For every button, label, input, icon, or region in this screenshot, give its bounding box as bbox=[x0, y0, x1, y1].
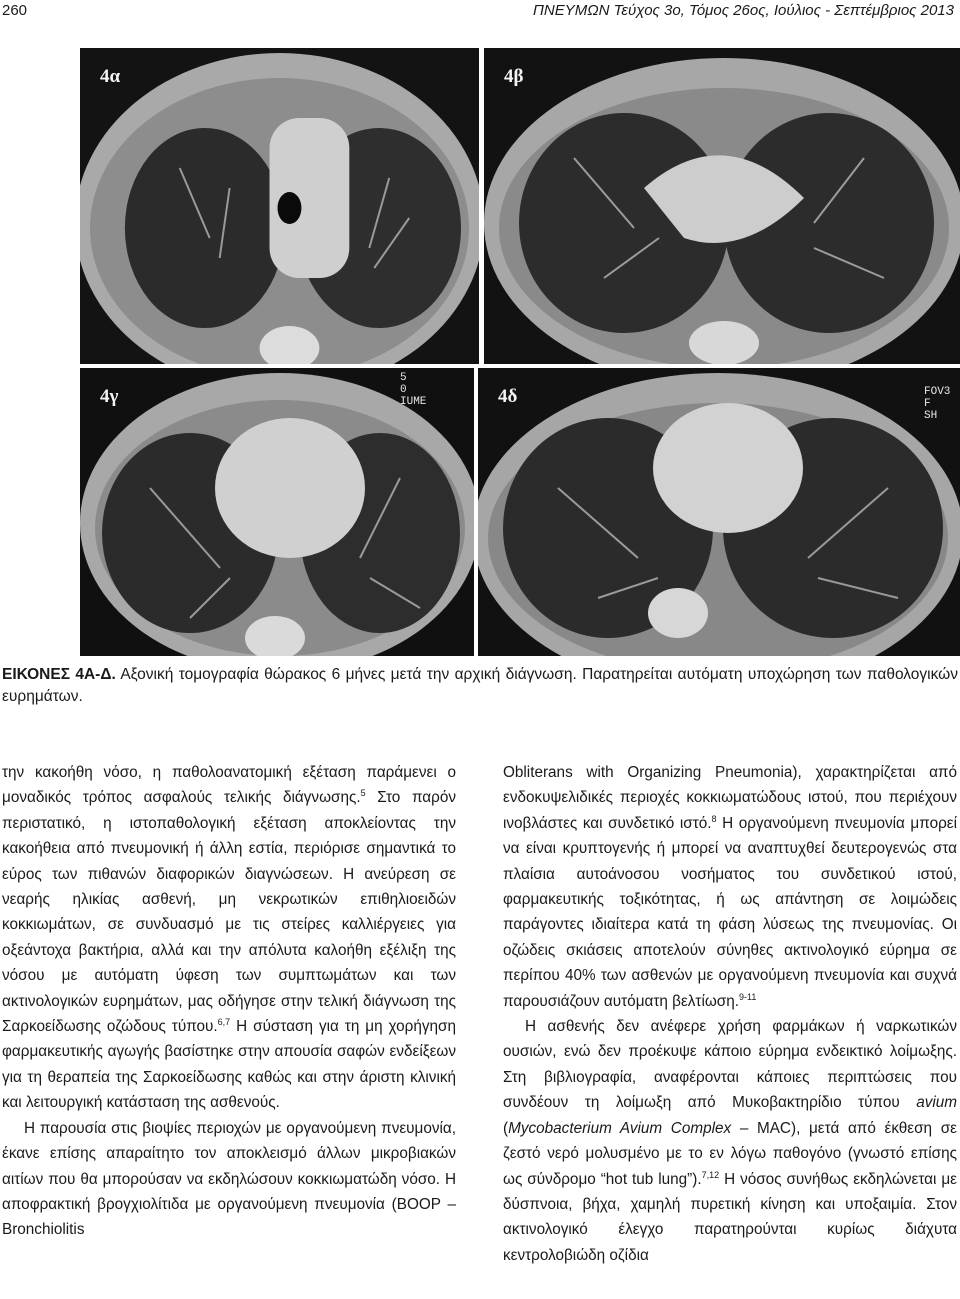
figure-caption bbox=[2, 664, 958, 708]
ct-figure-grid bbox=[80, 48, 960, 656]
caption-label: ΕΙΚΟΝΕΣ 4Α-Δ. bbox=[2, 666, 116, 683]
reference-superscript: 5 bbox=[360, 788, 366, 799]
text-run: Obliterans with Organizing Pneumonia), χαρακτηρίζεται από ενδοκυψελιδικές περιοχές κοκκιωματώδους ιστού, που περιέχουν ινοβλάστες και συνδετικό ιστό. bbox=[503, 764, 957, 832]
text-run: ( bbox=[503, 1119, 509, 1137]
reference-superscript: 6,7 bbox=[217, 1017, 231, 1028]
italic-text: Mycobacterium Avium Complex bbox=[508, 1119, 732, 1137]
panel-label-4a: 4α bbox=[100, 66, 121, 87]
reference-superscript: 8 bbox=[711, 813, 717, 824]
paragraph bbox=[2, 760, 456, 1116]
scan-overlay-text: 5 0 IUME bbox=[400, 372, 427, 408]
text-run: Στο παρόν περιστατικό, η ιστοπαθολογική εξέταση αποκλείοντας την κακοήθεια από πνευμονική ή άλλη εστία, περιόρισε σημαντικά το εύρος των πιθανών διαφορικών διαγνώσεων. Η ανεύρεση σε νεαρής ηλικίας ασθενή, μη νεκρωτικών επιθηλιοειδών κοκκιωμάτων, σε συνδυασμό με τις στείρες καλλιέργειες για οξεάντοχα βακτήρια, αλλά και την απόλυτα καλοήθη εξέλιξη της νόσου με αυτόματη ύφεση των συμπτωμάτων και των ακτινολογικών ευρημάτων, μας οδήγησε στην τελική διάγνωση της Σαρκοείδωσης οζώδους τύπου. bbox=[2, 789, 456, 1036]
running-head: ΠΝΕΥΜΩΝ Τεύχος 3ο, Τόμος 26ος, Ιούλιος - Σεπτέμβριος 2013 bbox=[533, 2, 954, 19]
reference-superscript: 7,12 bbox=[701, 1169, 720, 1180]
ct-scan-image bbox=[80, 368, 474, 656]
text-run: Η οργανούμενη πνευμονία μπορεί να είναι κρυπτογενής ή μπορεί να αναπτυχθεί δευτερογενώς στα πλαίσια αυτοάνοσου νοσήματος του συνδετικού ιστού, φαρμακευτικής τοξικότητας, ή ως απάντηση σε λοιμώδεις παράγοντες ιδιαίτερα κατά τη φάση λύσεως της πνευμονίας. Οι οζώδεις σκιάσεις αποτελούν σύνηθες ακτινολογικό εύρημα σε περίπου 40% των ασθενών με οργανούμενη πνευμονία και συχνά παρουσιάζουν αυτόματη βελτίωση. bbox=[503, 814, 957, 1010]
text-run: Η νόσος συνήθως εκδηλώνεται με δύσπνοια, βήχα, χαμηλή πυρετική κίνηση και υποξαιμία. Στον ακτινολογικό έλεγχο παρατηρούνται κυρίως διάχυτα κεντρολοβιώδη οζίδια bbox=[503, 1170, 957, 1264]
ct-scan-image bbox=[80, 48, 479, 364]
left-column bbox=[2, 760, 456, 1243]
italic-text: avium bbox=[916, 1094, 957, 1112]
paragraph bbox=[503, 760, 957, 1014]
ct-panel-4d bbox=[478, 368, 960, 656]
ct-panel-4c bbox=[80, 368, 474, 656]
paragraph bbox=[503, 1014, 957, 1268]
panel-label-4c: 4γ bbox=[100, 386, 119, 407]
caption-text: Αξονική τομογραφία θώρακος 6 μήνες μετά την αρχική διάγνωση. Παρατηρείται αυτόματη υποχώρηση των παθολογικών ευρημάτων. bbox=[2, 666, 959, 705]
text-run: Η σύσταση για τη μη χορήγηση φαρμακευτικής αγωγής βασίστηκε στην απουσία σαφών ενδείξεων για τη θεραπεία της Σαρκοείδωσης καθώς και στην άριστη κλινική και λειτουργική κατάσταση της ασθενούς. bbox=[2, 1018, 456, 1112]
text-run: – MAC), μετά από έκθεση σε ζεστό νερό μολυσμένο με το εν λόγω παθογόνο (γνωστό επίσης ως σύνδρομο “hot tub lung”). bbox=[503, 1119, 957, 1188]
right-column bbox=[503, 760, 957, 1268]
scan-overlay-text: FOV3 F SH bbox=[924, 386, 951, 422]
text-run: την κακοήθη νόσο, η παθολοανατομική εξέταση παράμενει ο μοναδικός τρόπος ασφαλούς τελικής διάγνωσης. bbox=[2, 764, 456, 807]
text-run: Η ασθενής δεν ανέφερε χρήση φαρμάκων ή ναρκωτικών ουσιών, ενώ δεν προέκυψε κάποιο εύρημα ενδεικτικό λοίμωξης. Στη βιβλιογραφία, αναφέρονται κάποιες περιπτώσεις που συνδέουν τη λοίμωξη από Μυκοβακτηρίδιο τύπου bbox=[503, 1018, 957, 1112]
ct-scan-image bbox=[484, 48, 960, 364]
ct-panel-4b bbox=[484, 48, 960, 364]
paragraph: Η παρουσία στις βιοψίες περιοχών με οργανούμενη πνευμονία, έκανε επίσης απαραίτητο τον αποκλεισμό άλλων μικροβιακών αιτίων που θα μπορούσαν να εκδηλώσουν κοκκιωματώδη νόσο. Η αποφρακτική βρογχιολίτιδα με οργανούμενη πνευμονία (BOOP – Bronchiolitis bbox=[2, 1119, 456, 1239]
panel-label-4d: 4δ bbox=[498, 386, 518, 407]
reference-superscript: 9-11 bbox=[739, 991, 757, 1002]
page-header bbox=[0, 2, 960, 24]
ct-panel-4a bbox=[80, 48, 479, 364]
panel-label-4b: 4β bbox=[504, 66, 524, 87]
ct-scan-image bbox=[478, 368, 960, 656]
page-number: 260 bbox=[2, 2, 28, 19]
